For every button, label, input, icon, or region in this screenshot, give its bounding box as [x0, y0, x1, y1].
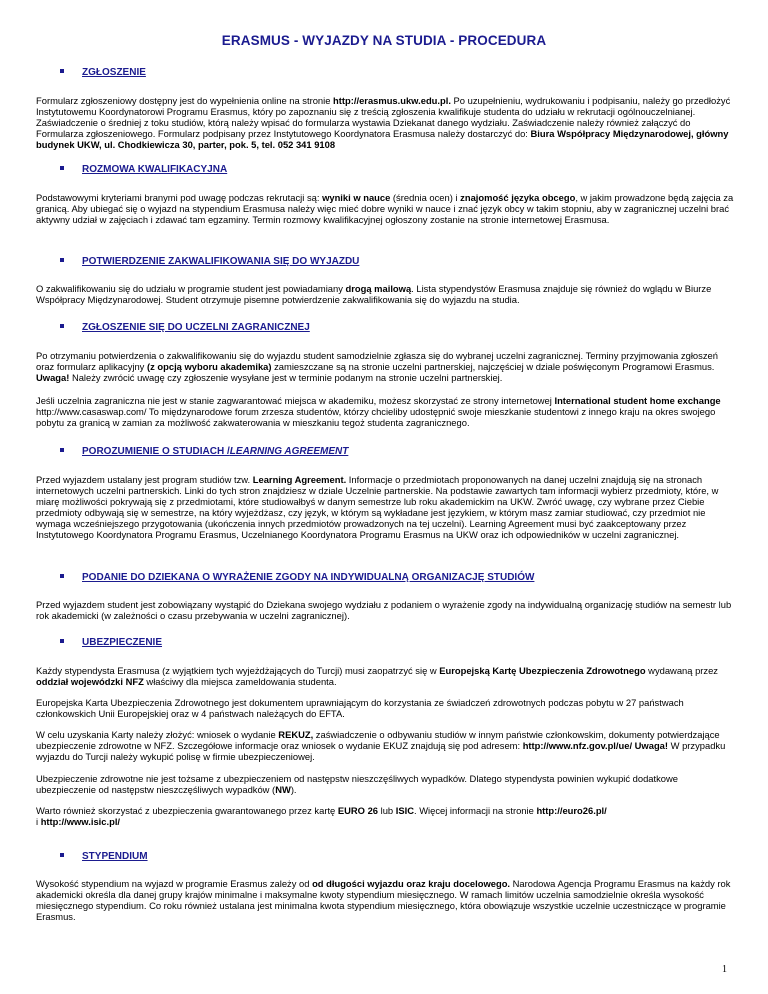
text-run: Po otrzymaniu potwierdzenia o zakwalifikowaniu się do wyjazdu student samodzielnie zgłasza się do wybranej uczelni zagranicznej. Terminy przyjmowania zgłoszeń oraz formularz aplikacyjny [36, 350, 718, 372]
paragraph [36, 773, 736, 795]
text-run: Należy zwrócić uwagę czy zgłoszenie wysyłane jest w terminie podanym na stronie uczelni partnerskiej. [69, 372, 503, 383]
bullet-icon [60, 853, 64, 857]
bold-text: EURO 26 [337, 805, 379, 816]
bold-text: Europejską Kartę Ubezpieczenia Zdrowotnego [439, 665, 646, 676]
paragraph [36, 697, 736, 719]
paragraph [36, 395, 736, 428]
text-run: właściwy dla miejsca zameldowania studenta. [143, 676, 337, 687]
text-run: W przypadku wyjazdu do Turcji należy wykupić polisę w firmie ubezpieczeniowej. [36, 740, 726, 762]
paragraph [36, 729, 736, 762]
bold-text: http://www.nfz.gov.pl/ue/ Uwaga! [522, 740, 669, 751]
text-run: i [36, 816, 41, 827]
text-run: . Lista stypendystów Erasmusa znajduje się również do wglądu w Biurze Współpracy Międzynarodowej. Student otrzymuje pisemne potwierdzenie zakwalifikowania się do wyjazdu na studia. [36, 283, 712, 305]
text-run: lub [378, 805, 396, 816]
text-run: Formularz zgłoszeniowy dostępny jest do wypełnienia online na stronie [36, 95, 334, 106]
text-run: Przed wyjazdem ustalany jest program studiów tzw. [36, 474, 253, 485]
paragraph [36, 805, 736, 827]
bold-text: (z opcją wyboru akademika) [146, 361, 272, 372]
paragraph [36, 95, 736, 150]
text-run: Każdy stypendysta Erasmusa (z wyjątkiem tych wyjeżdżających do Turcji) musi zaopatrzyć się w [36, 665, 440, 676]
text-run: ). [290, 784, 297, 795]
bold-text: drogą mailową [345, 283, 412, 294]
section-heading-stypendium: STYPENDIUM [60, 851, 148, 862]
text-run: Warto również skorzystać z ubezpieczenia gwarantowanego przez kartę [36, 805, 338, 816]
text-run: zaświadczenie o odbywaniu studiów w innym państwie członkowskim, dokumenty potwierdzające ubezpieczenie zdrowotne w NFZ. Szczegółowe informacje oraz wniosek o wydanie EKUZ znajdują się pod adresem: [36, 729, 720, 751]
bold-text: http://www.isic.pl/ [40, 816, 121, 827]
text-run: Ubezpieczenie zdrowotne nie jest tożsame z ubezpieczeniem od następstw nieszczęśliwych wypadków. Dlatego stypendysta powinien wykupić dodatkowe ubezpieczenie od następstw nieszczęśliwych wypadków ( [36, 773, 679, 795]
text-run: , w jakim prowadzone będą zajęcia za granicą. Aby ubiegać się o wyjazd na stypendium Erasmusa należy więc mieć dobre wyniki w nauce i znać język obcy w takim stopniu, aby w zagranicznej uczelni brać aktywny udział w zajęciach i zdawać tam egzaminy. Termin rozmowy kwalifikacyjnej ogłoszony zostanie na stronie internetowej Erasmusa. [36, 192, 734, 225]
text-run: Wysokość stypendium na wyjazd w programie Erasmus zależy od [36, 878, 313, 889]
text-run: zamieszczane są na stronie uczelni partnerskiej, najczęściej w dziale poświęconym Programowi Erasmus. [271, 361, 715, 372]
text-run: . Więcej informacji na stronie [413, 805, 537, 816]
text-run: Jeśli uczelnia zagraniczna nie jest w stanie zagwarantować miejsca w akademiku, możesz skorzystać ze strony internetowej [36, 395, 555, 406]
section-heading-ubezpieczenie: UBEZPIECZENIE [60, 637, 162, 648]
paragraph [36, 350, 736, 383]
section-heading-rozmowa: ROZMOWA KWALIFIKACYJNA [60, 164, 227, 175]
paragraph [36, 474, 736, 540]
bold-text: wyniki w nauce [322, 192, 391, 203]
section-heading-learning-agreement: POROZUMIENIE O STUDIACH /LEARNING AGREEMENT [60, 446, 348, 457]
section-heading-uczelnia-zagraniczna: ZGŁOSZENIE SIĘ DO UCZELNI ZAGRANICZNEJ [60, 322, 310, 333]
bullet-icon [60, 324, 64, 328]
bullet-icon [60, 258, 64, 262]
bold-text: http://erasmus.ukw.edu.pl. [333, 95, 451, 106]
bullet-icon [60, 574, 64, 578]
text-run: Narodowa Agencja Programu Erasmus na każdy rok akademicki określa dla danej grupy krajów minimalne i maksymalne kwoty stypendium miesięcznego. W ramach limitów uczelnia samodzielnie określa wysokość miesięcznego stypendium. Co roku również ustalana jest minimalna kwota stypendium miesięcznego, która obowiązuje wszystkie uczelnie uczestniczące w programie Erasmus. [36, 878, 731, 922]
text-run: Informacje o przedmiotach proponowanych na danej uczelni znajdują się na stronach internetowych uczelni partnerskich. Linki do tych stron znajdziesz w dziale Uczelnie partnerskie. Na podstawie zawartych tam informacji wybierz przedmioty, które, w miarę możliwości pokrywają się z przedmiotami, które studiowałbyś w danym semestrze lub roku akademickim na UKW. Zwróć uwagę, czy wybrane przez Ciebie przedmioty odbywają się w semestrze, na który wyjeżdżasz, czy język, w którym są wykładane jest językiem, w którym masz zamiar studiować, czy przedmiot nie wymaga wcześniejszego przygotowania (ukończenia innych przedmiotów prowadzonych na tej uczelni). Learning Agreement musi być zaakceptowany przez Instytutowego Koordynatora Programu Erasmus, Uczelnianego Koordynatora Programu Erasmus na UKW oraz ich odpowiedników w uczelni zagranicznej. [36, 474, 719, 540]
bold-text: International student home exchange [554, 395, 721, 406]
text-run: O zakwalifikowaniu się do udziału w programie student jest powiadamiany [36, 283, 346, 294]
bold-text: NW [275, 784, 291, 795]
bold-text: Uwaga! [36, 372, 70, 383]
document-title: ERASMUS - WYJAZDY NA STUDIA - PROCEDURA [221, 33, 547, 48]
text-run: (średnia ocen) i [390, 192, 461, 203]
text-run: wydawaną przez [645, 665, 718, 676]
text-run: Przed wyjazdem student jest zobowiązany wystąpić do Dziekana swojego wydziału z podaniem o wyrażenie zgody na indywidualną organizację studiów na semestr lub rok akademicki (w zależności o czasu przebywania w uczelni zagranicznej). [36, 599, 732, 621]
section-heading-potwierdzenie: POTWIERDZENIE ZAKWALIFIKOWANIA SIĘ DO WYJAZDU [60, 256, 359, 267]
bullet-icon [60, 639, 64, 643]
bullet-icon [60, 448, 64, 452]
bullet-icon [60, 69, 64, 73]
bold-text: Biura Współpracy Międzynarodowej, główny budynek UKW, ul. Chodkiewicza 30, parter, pok. 5, tel. 052 341 9108 [36, 128, 729, 150]
section-heading-podanie-do-dziekana: PODANIE DO DZIEKANA O WYRAŻENIE ZGODY NA INDYWIDUALNĄ ORGANIZACJĘ STUDIÓW [60, 572, 534, 583]
bold-text: http://euro26.pl/ [536, 805, 607, 816]
section-heading-zgloszenie: ZGŁOSZENIE [60, 67, 146, 78]
page-number: 1 [722, 964, 727, 975]
bold-text: REKUZ, [278, 729, 314, 740]
bold-text: oddział wojewódzki NFZ [36, 676, 144, 687]
bullet-icon [60, 166, 64, 170]
text-run: Podstawowymi kryteriami branymi pod uwagę podczas rekrutacji są: [36, 192, 323, 203]
paragraph [36, 665, 736, 687]
text-run: W celu uzyskania Karty należy złożyć: wniosek o wydanie [36, 729, 279, 740]
text-run: http://www.casaswap.com/ To międzynarodowe forum zrzesza studentów, którzy chcieliby udostępnić swoje mieszkanie studentowi z innego kraju na okres swojego pobytu za granicą w zamian za możliwość zakwaterowania w mieszkaniu tegoż studenta zagranicznego. [36, 406, 716, 428]
bold-text: od długości wyjazdu oraz kraju docelowego. [312, 878, 511, 889]
bold-text: znajomość języka obcego [460, 192, 576, 203]
paragraph [36, 599, 736, 621]
paragraph [36, 192, 736, 225]
paragraph [36, 878, 736, 922]
bold-text: Learning Agreement. [252, 474, 347, 485]
bold-text: ISIC [395, 805, 414, 816]
paragraph [36, 283, 736, 305]
text-run: Po uzupełnieniu, wydrukowaniu i podpisaniu, należy go przedłożyć Instytutowemu Koordynatorowi Programu Erasmus, który po zapoznaniu się z treścią zgłoszenia kwalifikuje studenta do udziału w rekrutacji ogólnouczelnianej. Zaświadczenie o średniej z toku studiów, którą należy wpisać do formularza wystawia Dziekanat danego wydziału. Zaświadczenie należy również załączyć do Formularza zgłoszeniowego. Formularz podpisany przez Instytutowego Koordynatora Erasmusa należy dostarczyć do: [36, 95, 731, 139]
text-run: Europejska Karta Ubezpieczenia Zdrowotnego jest dokumentem uprawniającym do korzystania ze świadczeń zdrowotnych podczas pobytu w 27 państwach członkowskich Unii Europejskiej oraz w 4 państwach należących do EFTA. [36, 697, 684, 719]
